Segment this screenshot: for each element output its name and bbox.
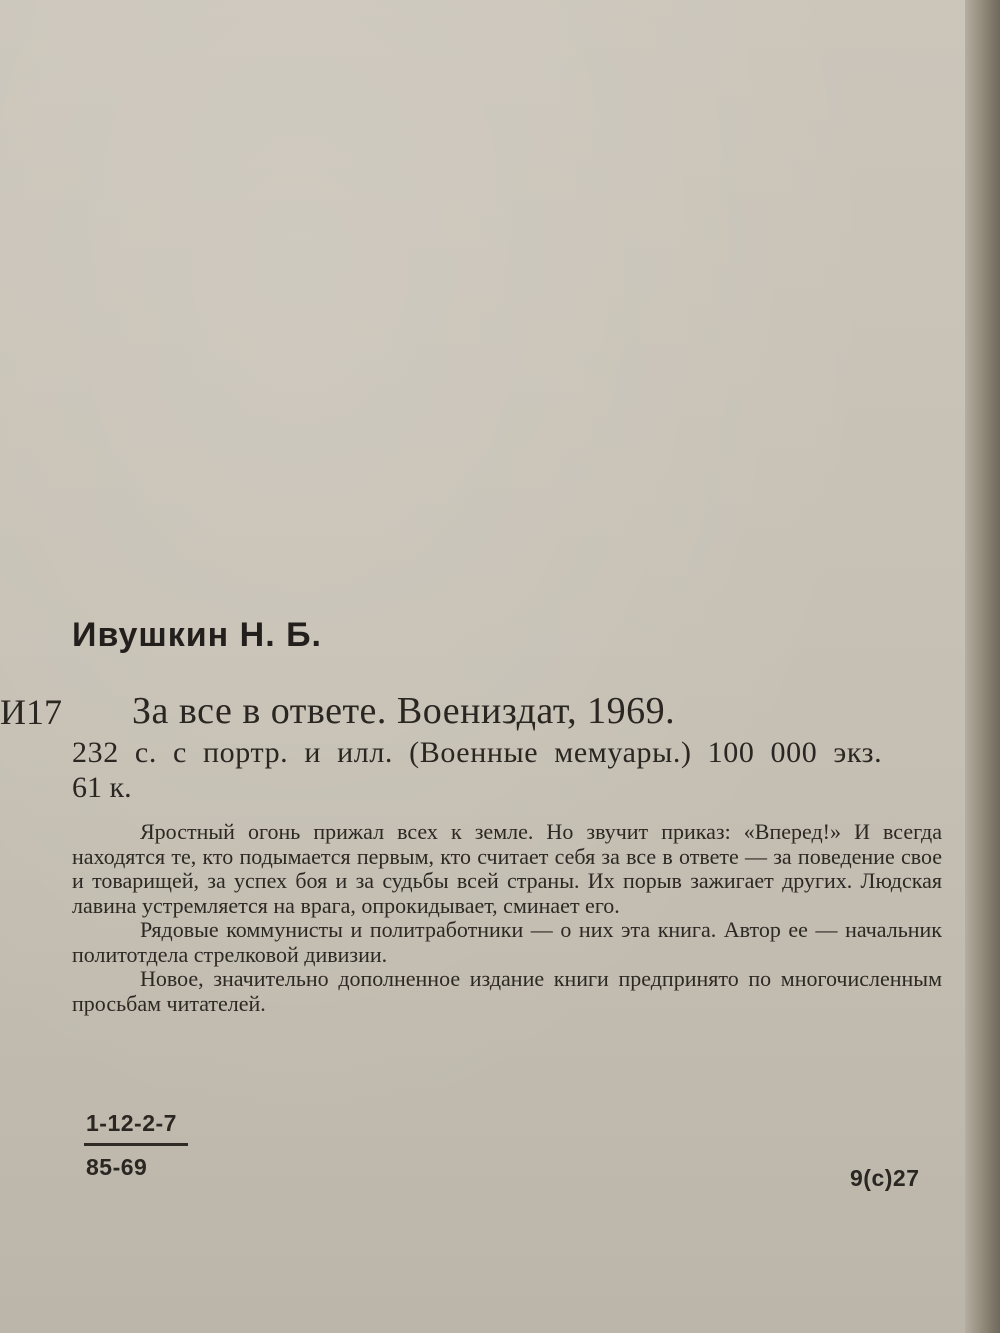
library-classification-code: 9(с)27 [850,1165,920,1191]
book-price: 61 к. [72,771,132,804]
annotation-paragraph: Яростный огонь прижал всех к земле. Но звучит приказ: «Вперед!» И всегда находятся те, кто подымается первым, кто считает себя за все в ответе — за поведение свое и товарищей, за успех боя и за судьбы всей страны. Их порыв зажигает других. Людская лавина устремляется на врага, опрокидывает, сминает его. [72,819,942,918]
classification-code-numerator: 1-12-2-7 [86,1110,177,1136]
classification-code-denominator: 85-69 [86,1154,148,1180]
annotation-paragraph: Рядовые коммунисты и политработники — о них эта книга. Автор ее — начальник политотдела стрелковой дивизии. [72,917,942,967]
book-details: 232 с. с портр. и илл. (Военные мемуары.) 100 000 экз. [72,736,883,769]
catalog-index: И17 [0,692,62,732]
page-edge-shadow [965,0,1000,1333]
book-title-publisher-year: За все в ответе. Воениздат, 1969. [132,690,676,732]
annotation-paragraph: Новое, значительно дополненное издание книги предпринято по многочисленным просьбам читателей. [72,966,942,1016]
author-name: Ивушкин Н. Б. [72,616,322,654]
classification-code-divider [84,1143,188,1146]
book-annotation [72,820,942,1016]
